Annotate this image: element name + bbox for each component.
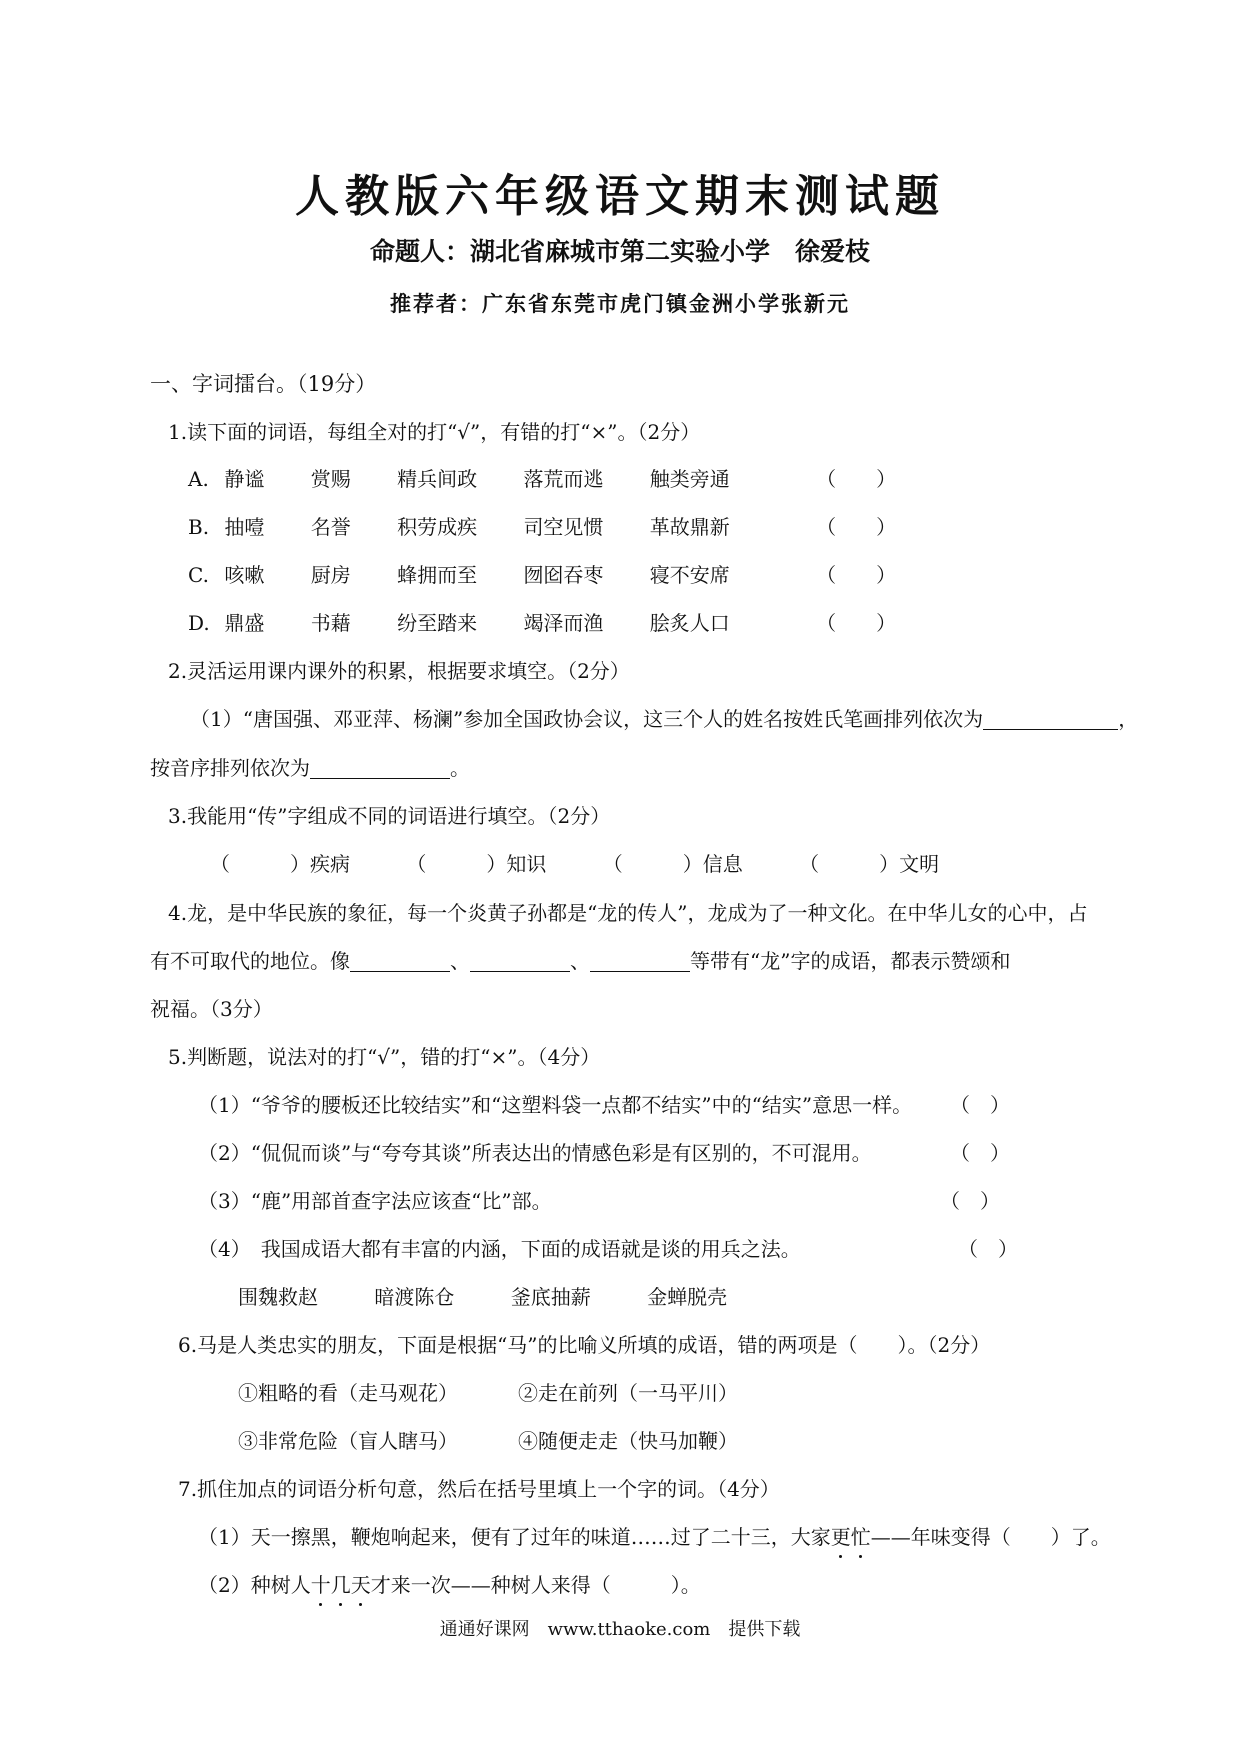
author-line: 命题人：湖北省麻城市第二实验小学 徐爱枝 (369, 237, 870, 266)
q1-row-d (188, 607, 896, 636)
dotted-char: 天 (351, 1569, 371, 1598)
dotted-char: 十 (311, 1569, 331, 1598)
answer-blank[interactable] (590, 949, 690, 972)
page-footer: 通通好课网 www.tthaoke.com 提供下载 (439, 1619, 801, 1640)
fill-item[interactable]: （ ）疾病 (210, 852, 350, 876)
q6-opt-2: ②走在前列（一马平川） (518, 1381, 738, 1405)
row-label: D. (188, 611, 210, 635)
answer-blank[interactable] (350, 949, 450, 972)
dotted-char: 更 (831, 1521, 851, 1550)
q5-item-2: （2）“侃侃而谈”与“夸夸其谈”所表达出的情感色彩是有区别的，不可混用。 (198, 1141, 872, 1165)
word: 厨房 (310, 563, 351, 587)
q2-text: （1）“唐国强、邓亚萍、杨澜”参加全国政协会议，这三个人的姓名按姓氏笔画排列依次为 (190, 707, 984, 731)
word: 触类旁通 (649, 467, 730, 491)
answer-paren[interactable]: （ ） (816, 515, 897, 539)
q1-row-b (188, 511, 896, 540)
dotted-char: 忙 (851, 1521, 871, 1550)
q2-line1 (190, 703, 1138, 732)
word: 司空见惯 (523, 515, 604, 539)
answer-paren[interactable]: （ ） (816, 611, 897, 635)
q7-text: （1）天一擦黑，鞭炮响起来，便有了过年的味道……过了二十三，大家 (198, 1525, 831, 1549)
punct: 。 (450, 756, 470, 780)
recommender-line: 推荐者：广东省东莞市虎门镇金洲小学张新元 (390, 291, 850, 316)
q7-text: ——年味变得（ ）了。 (870, 1525, 1111, 1549)
q7-text: 才来一次——种树人来得（ ）。 (370, 1573, 701, 1597)
answer-paren[interactable]: （ ） (950, 1093, 1010, 1117)
q7-stem: 7.抓住加点的词语分析句意，然后在括号里填上一个字的词。（4分） (178, 1477, 780, 1501)
q4-text: 等带有“龙”字的成语，都表示赞颂和 (690, 949, 1011, 973)
q4-line1: 4.龙，是中华民族的象征，每一个炎黄子孙都是“龙的传人”，龙成为了一种文化。在中华儿女的心中，占 (168, 901, 1088, 925)
q5-item-4: （4） 我国成语大都有丰富的内涵，下面的成语就是谈的用兵之法。 (198, 1237, 801, 1261)
q7-text: （2）种树人 (198, 1573, 311, 1597)
word: 咳嗽 (224, 563, 265, 587)
q6-opt-3: ③非常危险（盲人瞎马） (238, 1429, 458, 1453)
word: 精兵间政 (397, 467, 478, 491)
word: 纷至踏来 (397, 611, 478, 635)
section-heading: 一、字词擂台。（19分） (150, 372, 377, 396)
answer-paren[interactable]: （ ） (816, 467, 897, 491)
word: 鼎盛 (224, 611, 265, 635)
word: 抽噎 (224, 515, 265, 539)
word: 囫囵吞枣 (523, 563, 604, 587)
page-title: 人教版六年级语文期末测试题 (295, 171, 945, 222)
answer-blank[interactable] (983, 707, 1118, 730)
q1-stem: 1.读下面的词语，每组全对的打“√”，有错的打“×”。（2分） (168, 420, 701, 444)
q4-line2 (150, 945, 1010, 974)
row-label: B. (188, 515, 210, 539)
q1-row-a (188, 463, 896, 492)
punct: 、 (570, 949, 590, 973)
fill-item[interactable]: （ ）文明 (799, 852, 940, 876)
answer-blank[interactable] (310, 756, 450, 779)
answer-paren[interactable]: （ ） (950, 1141, 1010, 1165)
q5-idioms (238, 1281, 727, 1310)
word: 书藉 (310, 611, 351, 635)
answer-paren[interactable]: （ ） (816, 563, 897, 587)
q5-item-1: （1）“爷爷的腰板还比较结实”和“这塑料袋一点都不结实”中的“结实”意思一样。 (198, 1093, 913, 1117)
q7-sentence-1 (198, 1521, 1111, 1550)
q2-text: 按音序排列依次为 (150, 756, 310, 780)
fill-item[interactable]: （ ）知识 (406, 852, 547, 876)
answer-paren[interactable]: （ ） (940, 1189, 1000, 1213)
word: 赏赐 (310, 467, 351, 491)
word: 革故鼎新 (649, 515, 730, 539)
punct: 、 (450, 949, 470, 973)
idiom: 暗渡陈仓 (374, 1285, 455, 1309)
q6-opt-4: ④随便走走（快马加鞭） (518, 1429, 738, 1453)
idiom: 金蝉脱壳 (647, 1285, 728, 1309)
word: 名誉 (310, 515, 351, 539)
q6-opt-1: ①粗略的看（走马观花） (238, 1381, 458, 1405)
fill-item[interactable]: （ ）信息 (602, 852, 743, 876)
word: 积劳成疾 (397, 515, 478, 539)
q3-stem: 3.我能用“传”字组成不同的词语进行填空。（2分） (168, 804, 611, 828)
q5-item-3: （3）“鹿”用部首查字法应该查“比”部。 (198, 1189, 552, 1213)
q4-text: 有不可取代的地位。像 (150, 949, 350, 973)
row-label: A. (188, 467, 209, 491)
q6-stem: 6.马是人类忠实的朋友，下面是根据“马”的比喻义所填的成语，错的两项是（ ）。（2分） (178, 1333, 991, 1357)
q5-stem: 5.判断题，说法对的打“√”，错的打“×”。（4分） (168, 1045, 601, 1069)
idiom: 围魏救赵 (238, 1285, 318, 1309)
word: 竭泽而渔 (523, 611, 604, 635)
q3-items (210, 848, 939, 877)
word: 静谧 (224, 467, 265, 491)
answer-blank[interactable] (470, 949, 570, 972)
row-label: C. (188, 563, 209, 587)
q2-line2 (150, 752, 470, 781)
word: 寝不安席 (649, 563, 730, 587)
answer-paren[interactable]: （ ） (958, 1237, 1018, 1261)
q2-stem: 2.灵活运用课内课外的积累，根据要求填空。（2分） (168, 659, 630, 683)
q1-row-c (188, 559, 896, 588)
idiom: 釜底抽薪 (510, 1285, 591, 1309)
q7-sentence-2 (198, 1569, 701, 1598)
dotted-char: 几 (331, 1569, 351, 1598)
punct: ， (1118, 707, 1139, 731)
word: 蜂拥而至 (397, 563, 478, 587)
q4-line3: 祝福。（3分） (150, 997, 273, 1021)
word: 落荒而逃 (523, 467, 604, 491)
word: 脍炙人口 (649, 611, 730, 635)
